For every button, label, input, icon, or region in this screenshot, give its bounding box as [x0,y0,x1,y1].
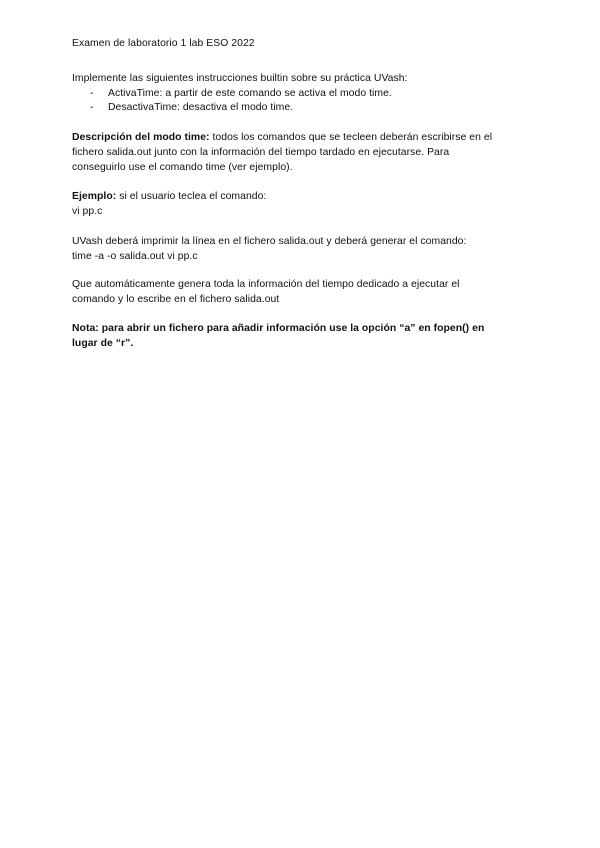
intro-paragraph: Implemente las siguientes instrucciones builtin sobre su práctica UVash: [72,73,408,84]
descripcion-line: fichero salida.out junto con la información del tiempo tardado en ejecutarse. Para [72,147,450,158]
descripcion-label: Descripción del modo time: [72,132,210,143]
descripcion-line [72,131,492,145]
ejemplo-text: si el usuario teclea el comando: [116,191,267,202]
bullet-text: ActivaTime: a partir de este comando se activa el modo time. [108,88,392,99]
nota-line: Nota: para abrir un fichero para añadir información use la opción “a” en fopen() en [72,323,485,334]
bullet-marker: - [90,102,94,113]
auto-line: comando y lo escribe en el fichero salida.out [72,294,280,305]
nota-line: lugar de “r”. [72,338,134,349]
bullet-marker: - [90,88,94,99]
auto-line: Que automáticamente genera toda la información del tiempo dedicado a ejecutar el [72,279,460,290]
document-title: Examen de laboratorio 1 lab ESO 2022 [72,38,255,49]
descripcion-text: todos los comandos que se tecleen deberán escribirse en el [209,132,493,143]
descripcion-line: conseguirlo use el comando time (ver ejemplo). [72,162,293,173]
ejemplo-label: Ejemplo: [72,191,117,202]
uvash-command: time -a -o salida.out vi pp.c [72,251,198,262]
ejemplo-line [72,190,266,204]
bullet-text: DesactivaTime: desactiva el modo time. [108,102,294,113]
uvash-line: UVash deberá imprimir la línea en el fichero salida.out y deberá generar el comando: [72,236,467,247]
ejemplo-command: vi pp.c [72,206,103,217]
